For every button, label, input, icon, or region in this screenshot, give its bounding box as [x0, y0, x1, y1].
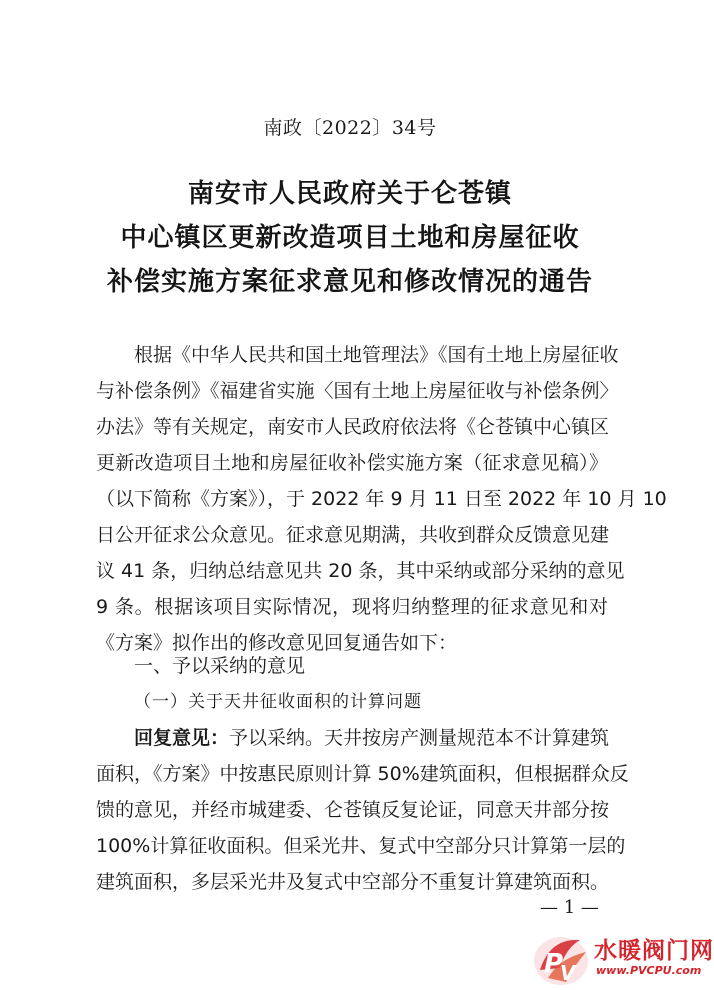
paragraph-intro [96, 337, 667, 661]
paragraph-line: 馈的意见，并经市城建委、仑苍镇反复论证，同意天井部分按 [96, 799, 610, 821]
paragraph-line: 根据《中华人民共和国土地管理法》《国有土地上房屋征收 [134, 344, 619, 366]
paragraph-line: 日公开征求公众意见。征求意见期满，共收到群众反馈意见建 [96, 524, 610, 546]
document-title [0, 172, 700, 304]
paragraph-line [96, 720, 608, 756]
title-line: 南安市人民政府关于仑苍镇 [187, 179, 512, 209]
paragraph-line: 议 41 条，归纳总结意见共 20 条，其中采纳或部分采纳的意见 [96, 560, 625, 582]
paragraph-line: 9 条。根据该项目实际情况，现将归纳整理的征求意见和对 [96, 596, 608, 618]
title-line: 中心镇区更新改造项目土地和房屋征收 [120, 223, 580, 253]
paragraph-line: 《方案》拟作出的修改意见回复通告如下： [96, 632, 458, 654]
reply-label: 回复意见： [134, 727, 230, 749]
paragraph-line: 100%计算征收面积。但采光井、复式中空部分只计算第一层的 [96, 835, 626, 857]
pv-logo-icon [530, 928, 592, 990]
paragraph-line: 与补偿条例》《福建省实施〈国有土地上房屋征收与补偿条例〉 [96, 380, 619, 402]
section-heading: 一、予以采纳的意见 [134, 655, 306, 677]
svg-text:P: P [544, 949, 564, 979]
svg-text:V: V [560, 961, 576, 985]
title-line: 补偿实施方案征求意见和修改情况的通告 [106, 267, 593, 297]
paragraph-line: （以下简称《方案》），于 2022 年 9 月 11 日至 2022 年 10 月 10 [96, 488, 667, 510]
watermark [530, 928, 714, 990]
paragraph-line: 更新改造项目土地和房屋征收补偿实施方案（征求意见稿）》 [96, 452, 608, 474]
page-number: — 1 — [540, 897, 599, 918]
paragraph-line: 办法》等有关规定，南安市人民政府依法将《仑苍镇中心镇区 [96, 416, 610, 438]
subsection-heading: （一）关于天井征收面积的计算问题 [134, 692, 422, 712]
watermark-url: www.PVCPU.com [596, 964, 702, 977]
paragraph-line: 建筑面积，多层采光井及复式中空部分不重复计算建筑面积。 [96, 871, 610, 893]
document-number: 南政〔2022〕34号 [263, 117, 437, 139]
paragraph-reply [96, 720, 629, 900]
watermark-name: 水暖阀门网 [594, 938, 714, 964]
paragraph-line: 面积，《方案》中按惠民原则计算 50%建筑面积，但根据群众反 [96, 763, 629, 785]
reply-text: 予以采纳。天井按房产测量规范本不计算建筑 [229, 727, 610, 749]
